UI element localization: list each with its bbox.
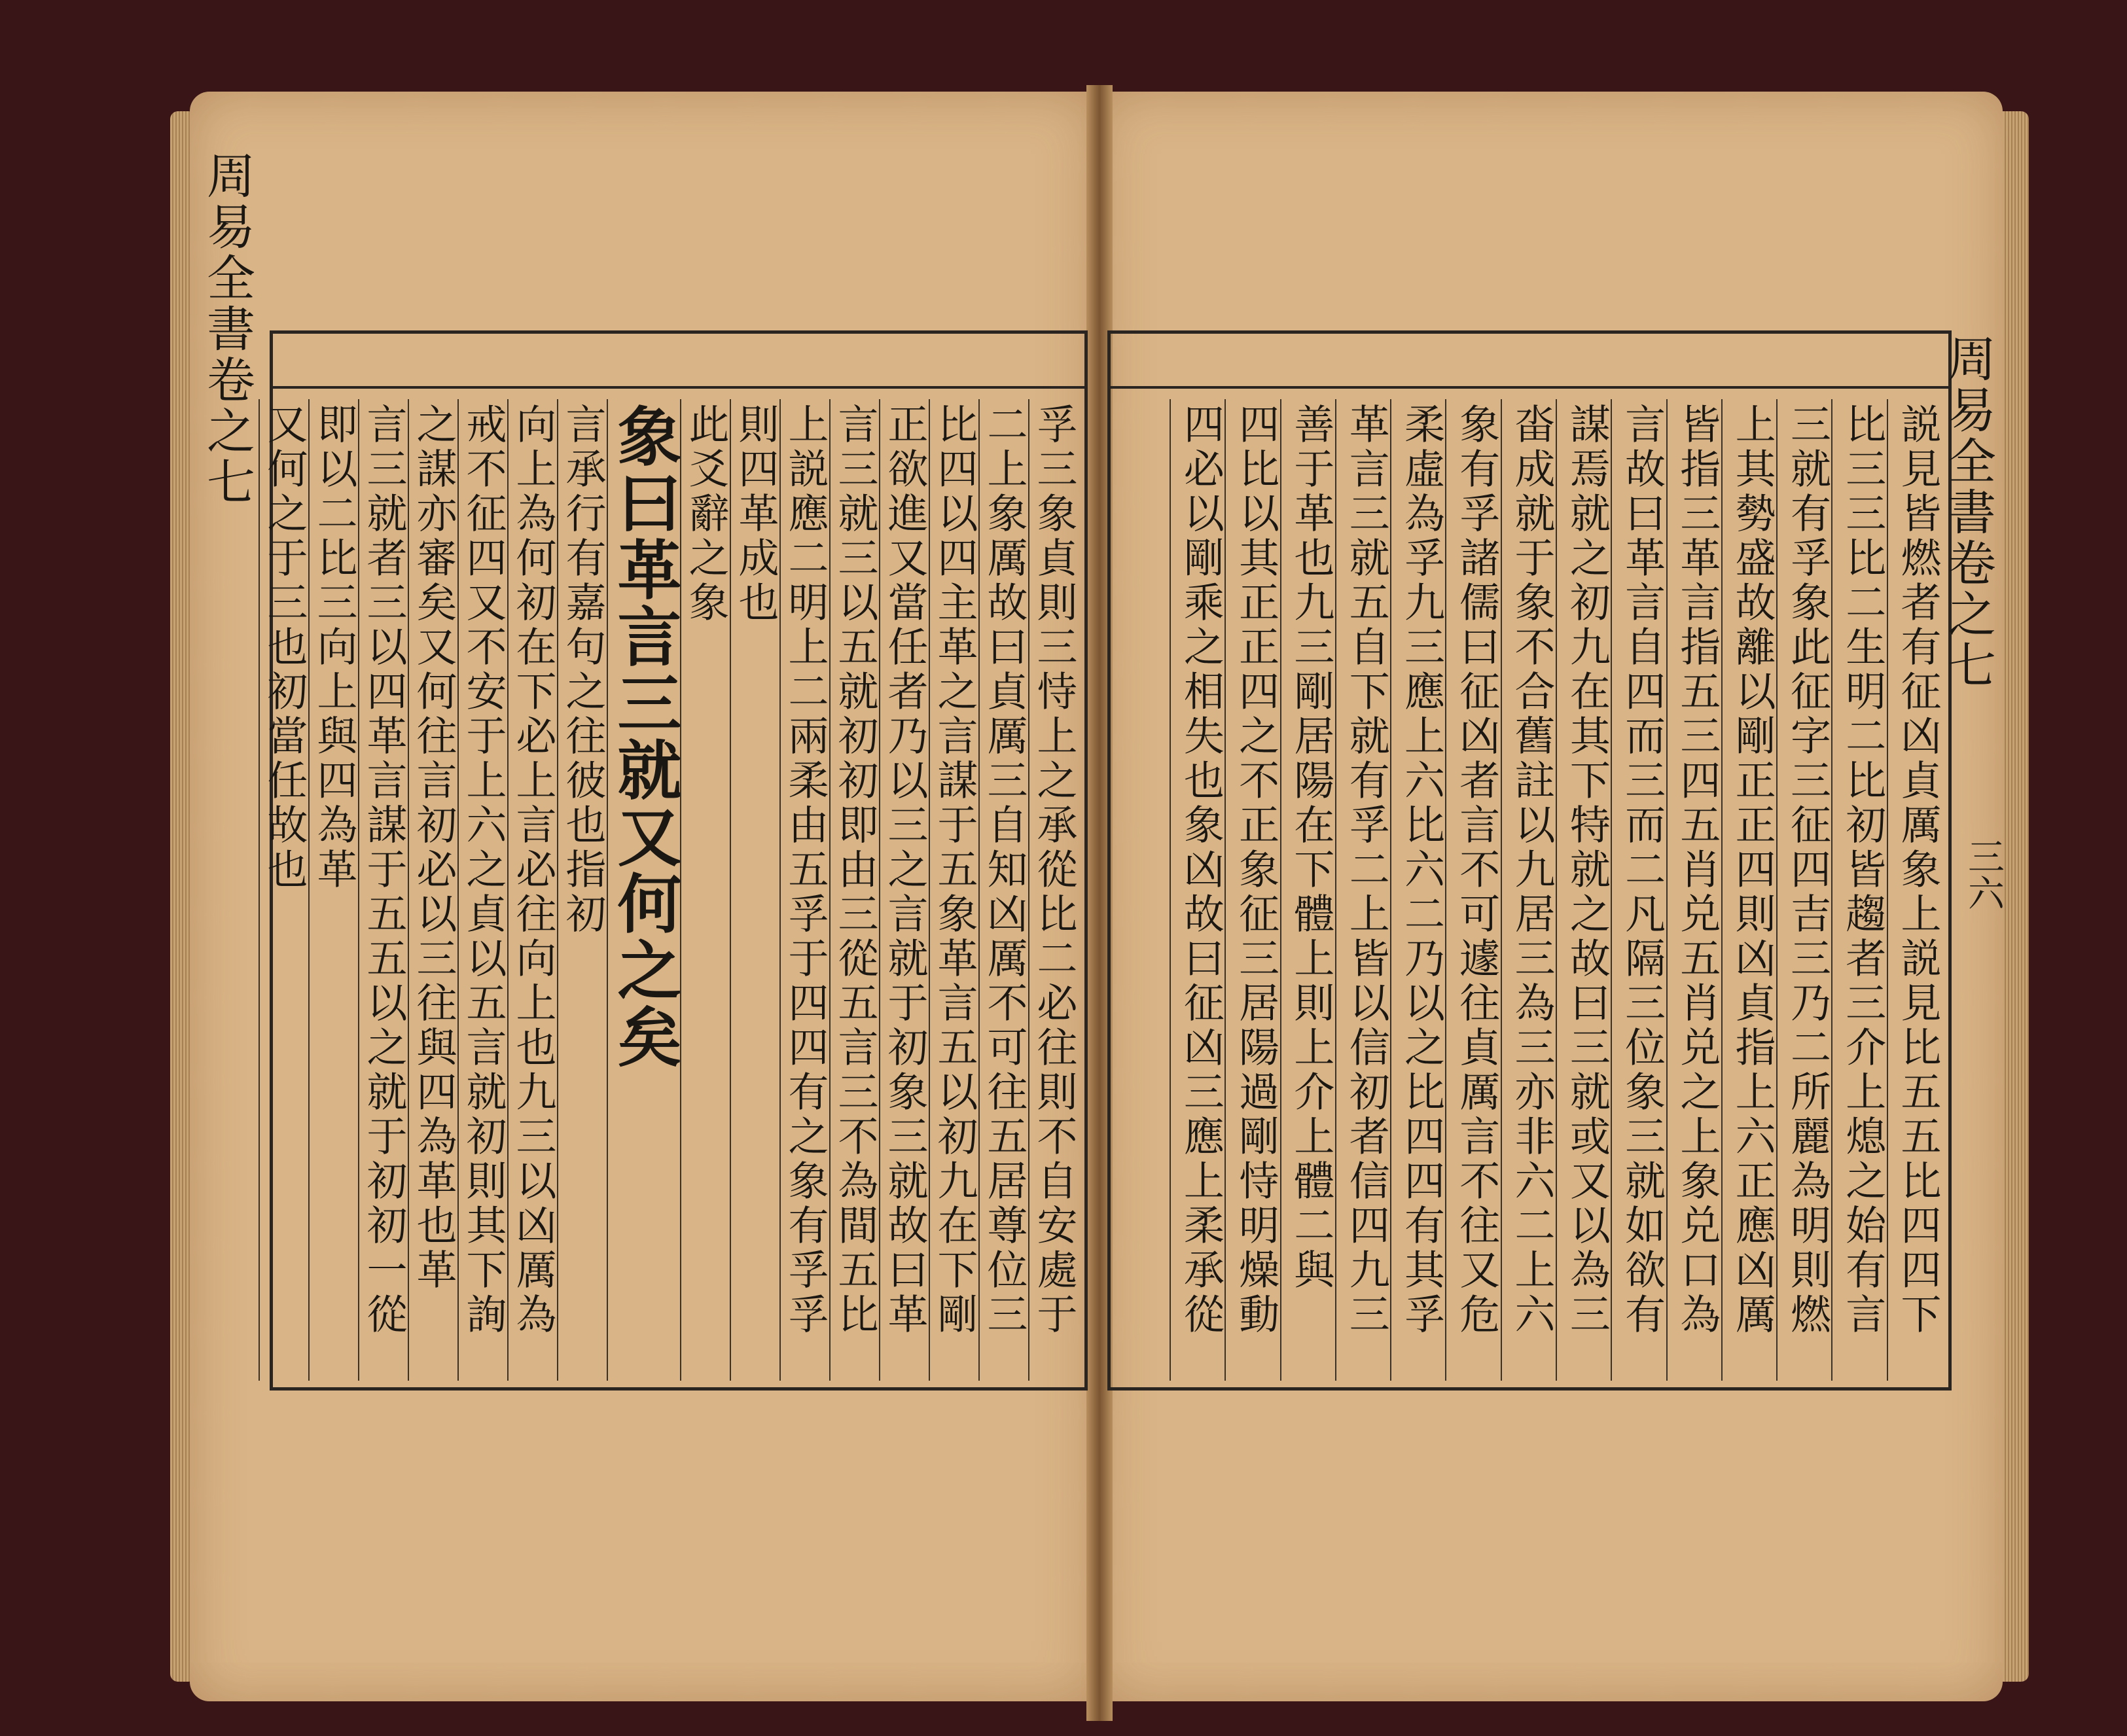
text-column: 向上為何初在下必上言必往向上也九三以凶厲為 xyxy=(507,399,557,1381)
text-column: 謀焉就之初九在其下特就之故曰三就或又以為三 xyxy=(1556,399,1611,1381)
text-column: 二上象厲故曰貞厲三自知凶厲不可往五居尊位三 xyxy=(978,399,1028,1381)
text-column: 即以二比三向上與四為革 xyxy=(308,399,358,1381)
right-header-band xyxy=(1111,334,1948,389)
text-column: 言承行有嘉句之往彼也指初 xyxy=(557,399,607,1381)
text-column: 柔虛為孚九三應上六比六二乃以之比四四有其孚 xyxy=(1390,399,1445,1381)
text-column: 善于革也九三剛居陽在下體上則上介上體二與 xyxy=(1280,399,1335,1381)
text-column: 戒不征四又不安于上六之貞以五言就初則其下詢 xyxy=(457,399,507,1381)
text-column: 之謀亦審矣又何往言初必以三往與四為革也革 xyxy=(408,399,457,1381)
right-volume-label: 卷之七 xyxy=(1940,538,1996,691)
right-text-frame xyxy=(1107,330,1952,1391)
text-column: 孚三象貞則三恃上之承從比二必往則不自安處于 xyxy=(1028,399,1078,1381)
left-text-columns xyxy=(260,399,1078,1381)
text-column: 上其勢盛故離以剛正正四則凶貞指上六正應凶厲 xyxy=(1721,399,1776,1381)
text-column: 又何之于三也初當任故也 xyxy=(259,399,308,1381)
left-text-frame xyxy=(260,330,1088,1391)
text-column: 四必以剛乘之相失也象凶故曰征凶三應上柔承從 xyxy=(1170,399,1224,1381)
right-book-title: 周易全書 xyxy=(1940,334,1996,538)
open-book xyxy=(190,85,2003,1721)
left-volume-label: 卷之七 xyxy=(199,355,255,508)
text-column: 言三就三以五就初初即由三從五言三不為間五比 xyxy=(829,399,879,1381)
right-leaf-number: 三六 xyxy=(1962,838,2005,911)
text-column: 此爻辭之象 xyxy=(680,399,730,1381)
text-column: 象有孚諸儒曰征凶者言不可遽往貞厲言不往又危 xyxy=(1445,399,1500,1381)
text-column: 比四以四主革之言謀于五象革言五以初九在下剛 xyxy=(929,399,978,1381)
text-column: 畓成就于象不合舊註以九居三為三亦非六二上六 xyxy=(1501,399,1556,1381)
left-header-band xyxy=(273,334,1084,389)
text-column: 象曰革言三就又何之矣 xyxy=(607,399,680,1381)
text-column: 四比以其正正四之不正象征三居陽過剛恃明燥動 xyxy=(1224,399,1279,1381)
text-column: 言故曰革言自四而三而二凡隔三位象三就如欲有 xyxy=(1611,399,1666,1381)
text-column: 説見皆燃者有征凶貞厲象上説見比五五比四四下 xyxy=(1887,399,1942,1381)
text-column: 正欲進又當任者乃以三之言就于初象三就故曰革 xyxy=(879,399,929,1381)
text-column: 皆指三革言指五三四五肖兑五肖兑之上象兑口為 xyxy=(1666,399,1721,1381)
left-book-title: 周易全書 xyxy=(199,151,255,355)
left-margin-title xyxy=(199,151,262,508)
text-column: 三就有孚象此征字三征四吉三乃二所麗為明則燃 xyxy=(1776,399,1831,1381)
right-margin-title xyxy=(1940,334,2003,691)
text-column: 言三就者三以四革言謀于五五以之就于初初一從 xyxy=(358,399,408,1381)
text-column: 則四革成也 xyxy=(730,399,779,1381)
text-column: 上説應二明上二兩柔由五孚于四四有之象有孚孚 xyxy=(779,399,829,1381)
text-column: 革言三就五自下就有孚二上皆以信初者信四九三 xyxy=(1335,399,1390,1381)
right-text-columns xyxy=(1170,399,1942,1381)
text-column: 比三三比二生明二比初皆趨者三介上熄之始有言 xyxy=(1831,399,1886,1381)
